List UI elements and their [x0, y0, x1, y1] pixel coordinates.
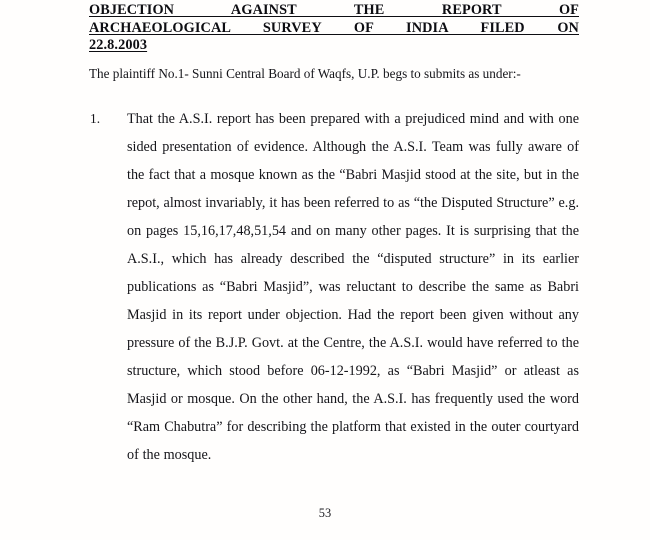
page-title [89, 2, 579, 55]
intro-paragraph: The plaintiff No.1- Sunni Central Board of Waqfs, U.P. begs to submits as under:- [89, 66, 521, 81]
clause-text: That the A.S.I. report has been prepared with a prejudiced mind and with one sided presentation of evidence. Although the A.S.I. Team was fully aware of the fact that a mosque known as the “Babri Masjid stood at the site, but in the repot, almost invariably, it has been referred to as “the Disputed Structure” e.g. on pages 15,16,17,48,51,54 and on many other pages. It is surprising that the A.S.I., which has already described the “disputed structure” in its earlier publications as “Babri Masjid”, was reluctant to describe the same as Babri Masjid in its report under objection. Had the report been given without any pressure of the B.J.P. Govt. at the Centre, the A.S.I. would have referred to the structure, which stood before 06-12-1992, as “Babri Masjid” or atleast as Masjid or mosque. On the other hand, the A.S.I. has frequently used the word “Ram Chabutra” for describing the platform that existed in the outer courtyard of the mosque. [127, 111, 579, 463]
page-number-footer: 53 [318, 506, 332, 520]
title-line-2: ARCHAEOLOGICAL SURVEY OF INDIA FILED ON [89, 19, 579, 36]
title-line-1: OBJECTION AGAINST THE REPORT OF [89, 2, 579, 18]
title-line-3-date: 22.8.2003 [89, 37, 148, 53]
page-content [89, 2, 579, 463]
clause-item-1 [89, 105, 579, 469]
clause-number: 1. [90, 111, 101, 126]
